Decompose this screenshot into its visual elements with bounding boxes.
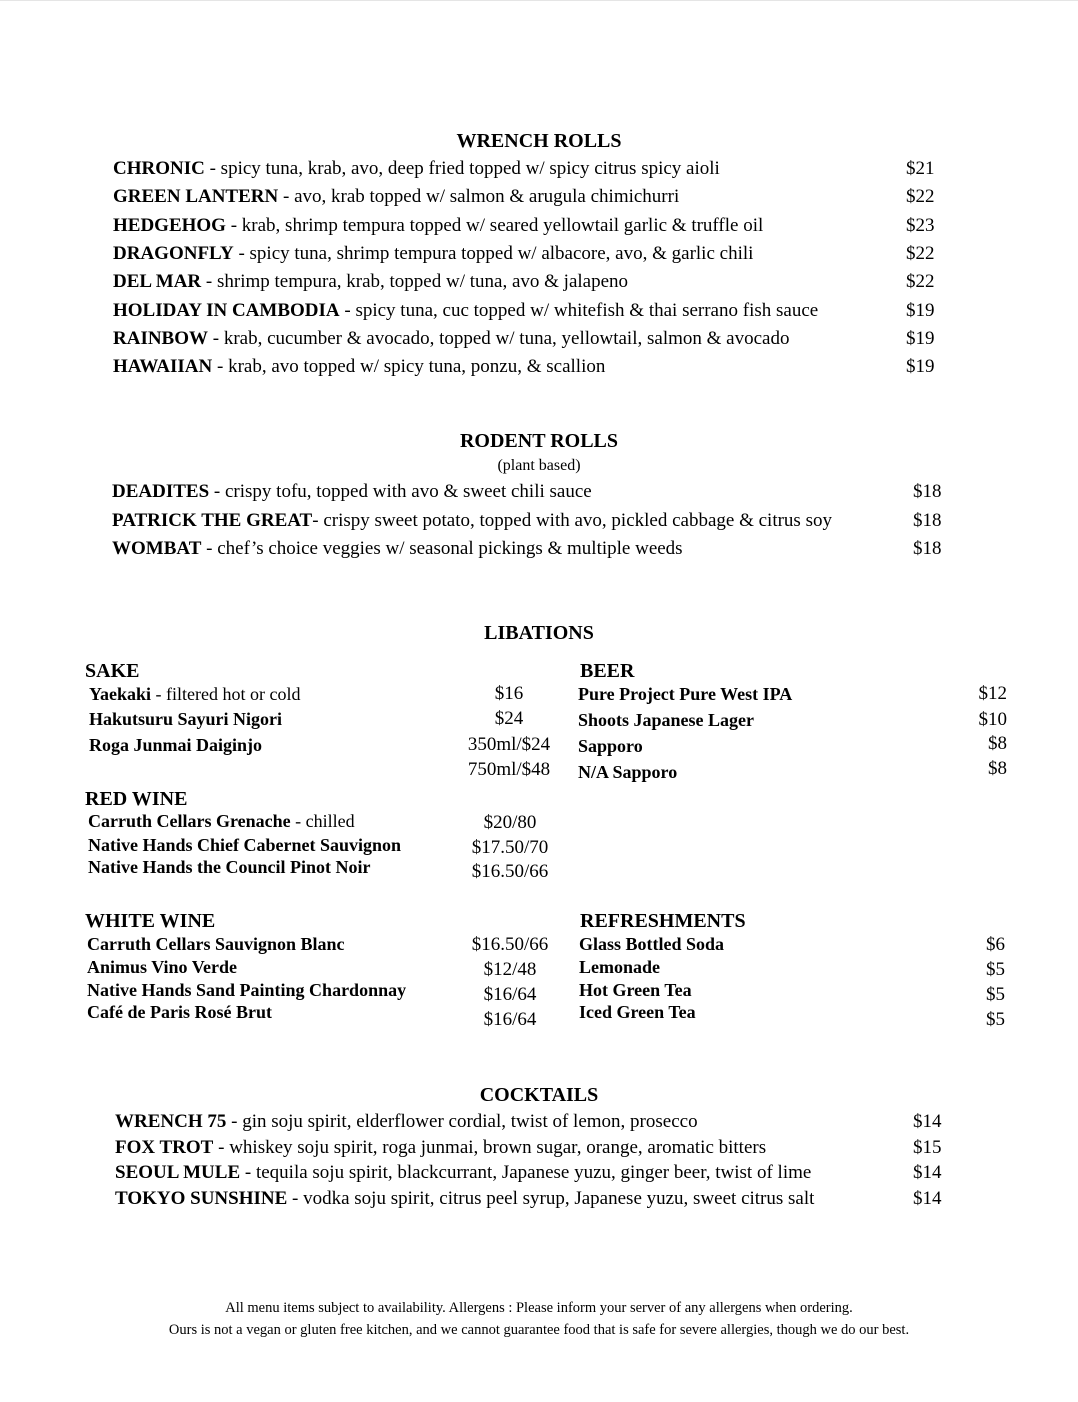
item-separator: - [233, 242, 250, 264]
item-name: HEDGEHOG [113, 214, 226, 236]
item-description: avo, krab topped w/ salmon & arugula chimichurri [294, 186, 680, 208]
section-title-wrench-rolls: WRENCH ROLLS [456, 130, 622, 152]
item-name: HOLIDAY IN CAMBODIA [113, 299, 340, 321]
sake-heading: SAKE [85, 660, 140, 682]
libation-price: $16 [494, 683, 524, 704]
beer-heading: BEER [580, 660, 635, 682]
item-separator: - [213, 1136, 230, 1158]
libation-item [578, 683, 792, 705]
item-separator: - [287, 1187, 304, 1209]
libation-name: Native Hands the Council Pinot Noir [88, 857, 371, 877]
libation-price: $12/48 [483, 959, 537, 980]
item-separator: - [240, 1162, 256, 1183]
libation-price: $6 [986, 934, 1005, 955]
libation-item [87, 1001, 272, 1023]
item-name: TOKYO SUNSHINE [115, 1187, 288, 1209]
item-description: krab, avo topped w/ spicy tuna, ponzu, & scallion [228, 356, 606, 378]
item-price: $14 [913, 1187, 942, 1209]
item-name: DRAGONFLY [113, 242, 234, 264]
item-price: $19 [906, 299, 935, 321]
libation-item [87, 979, 406, 1001]
libation-price: $20/80 [483, 812, 537, 833]
libation-name: Café de Paris Rosé Brut [87, 1002, 272, 1022]
libation-price: $16/64 [483, 1009, 537, 1030]
section-title-cocktails: COCKTAILS [479, 1084, 599, 1106]
section-title-rodent-rolls: RODENT ROLLS [459, 430, 618, 452]
item-description: whiskey soju spirit, roga junmai, brown sugar, orange, aromatic bitters [229, 1136, 767, 1158]
item-separator: - [312, 509, 324, 531]
item-description: krab, shrimp tempura topped w/ seared yellowtail garlic & truffle oil [241, 214, 764, 236]
menu-item [113, 243, 753, 265]
item-name: FOX TROT [115, 1136, 214, 1158]
item-description: crispy tofu, topped with avo & sweet chili sauce [224, 481, 592, 502]
libation-name: Glass Bottled Soda [579, 934, 725, 954]
item-separator: - [208, 327, 224, 349]
menu-item [113, 158, 720, 180]
libation-price: $24 [494, 708, 524, 729]
item-name: DEADITES [112, 481, 210, 502]
libation-price: $8 [988, 733, 1007, 754]
libation-name: Pure Project Pure West IPA [578, 684, 793, 704]
item-name: HAWAIIAN [113, 356, 213, 378]
libation-item [579, 979, 692, 1001]
libation-name: Sapporo [578, 736, 643, 756]
item-description: krab, cucumber & avocado, topped w/ tuna, yellowtail, salmon & avocado [223, 327, 790, 349]
libation-item [87, 956, 237, 978]
item-name: CHRONIC [113, 158, 205, 179]
menu-item [112, 510, 832, 532]
item-price: $15 [913, 1136, 942, 1158]
item-name: RAINBOW [113, 327, 209, 349]
item-name: SEOUL MULE [115, 1162, 241, 1183]
item-description: spicy tuna, krab, avo, deep fried topped w/ spicy citrus spicy aioli [220, 158, 720, 179]
libation-price: $16.50/66 [471, 861, 549, 882]
section-subtitle-plant-based: (plant based) [497, 457, 581, 474]
item-name: PATRICK THE GREAT [112, 509, 313, 531]
libation-name: N/A Sapporo [578, 762, 678, 782]
libation-price: $12 [978, 683, 1007, 704]
libation-name: Native Hands Sand Painting Chardonnay [87, 980, 407, 1000]
libation-name: Carruth Cellars Grenache [88, 811, 291, 831]
menu-item [115, 1111, 698, 1133]
item-description: shrimp tempura, krab, topped w/ tuna, avo & jalapeno [216, 271, 629, 293]
item-description: spicy tuna, shrimp tempura topped w/ albacore, avo, & garlic chili [249, 242, 754, 264]
item-price: $18 [913, 509, 942, 531]
libation-price: 350ml/$24 [467, 734, 551, 755]
libation-price: $5 [986, 984, 1005, 1005]
item-description: crispy sweet potato, topped with avo, pickled cabbage & citrus soy [323, 509, 832, 531]
libation-item [579, 956, 660, 978]
item-description: chef’s choice veggies w/ seasonal pickings & multiple weeds [217, 538, 683, 559]
item-price: $14 [913, 1111, 942, 1132]
item-description: gin soju spirit, elderflower cordial, twist of lemon, prosecco [242, 1111, 698, 1132]
libation-item [89, 683, 300, 705]
libation-price: $8 [988, 758, 1007, 779]
menu-item [113, 215, 763, 237]
footer-kitchen-note: Ours is not a vegan or gluten free kitchen, and we cannot guarantee food that is safe for severe allergies, though we do our best. [168, 1322, 910, 1338]
libation-item [578, 735, 643, 757]
item-separator: - [225, 214, 242, 236]
libation-name: Shoots Japanese Lager [578, 710, 755, 730]
item-name: WOMBAT [112, 538, 202, 559]
item-price: $22 [906, 242, 935, 264]
menu-item [113, 186, 679, 208]
libation-name: Hakutsuru Sayuri Nigori [89, 709, 283, 729]
item-price: $19 [906, 356, 935, 378]
libation-item [89, 708, 282, 730]
item-name: WRENCH 75 [115, 1111, 227, 1132]
libation-name: Native Hands Chief Cabernet Sauvignon [88, 835, 402, 855]
item-price: $18 [913, 481, 942, 502]
menu-item [115, 1188, 814, 1210]
item-description: vodka soju spirit, citrus peel syrup, Japanese yuzu, sweet citrus salt [303, 1187, 815, 1209]
libation-name: Roga Junmai Daiginjo [89, 735, 263, 755]
libation-note: - filtered hot or cold [151, 684, 301, 704]
libation-item [88, 834, 401, 856]
libation-name: Lemonade [579, 957, 660, 977]
libation-note: - chilled [290, 811, 355, 831]
menu-item [113, 328, 789, 350]
item-price: $14 [913, 1162, 942, 1183]
libation-price: $16/64 [483, 984, 537, 1005]
menu-item [112, 481, 592, 503]
libation-name: Yaekaki [89, 684, 152, 704]
libation-price: 750ml/$48 [467, 759, 551, 780]
libation-item [87, 933, 345, 955]
menu-item [113, 356, 605, 378]
menu-item [115, 1137, 766, 1159]
item-price: $18 [913, 538, 942, 559]
libation-name: Animus Vino Verde [87, 957, 238, 977]
item-separator: - [339, 299, 356, 321]
libation-item [88, 856, 371, 878]
libation-name: Carruth Cellars Sauvignon Blanc [87, 934, 345, 954]
item-name: GREEN LANTERN [113, 186, 279, 208]
menu-item [112, 538, 683, 560]
item-separator: - [201, 271, 217, 293]
item-separator: - [209, 481, 225, 502]
menu-item [113, 271, 628, 293]
item-price: $22 [906, 271, 935, 293]
top-border [0, 0, 1078, 1]
libation-name: Iced Green Tea [579, 1002, 696, 1022]
item-separator: - [212, 356, 229, 378]
item-separator: - [278, 186, 295, 208]
libation-item [89, 734, 262, 756]
libation-item [579, 1001, 696, 1023]
footer-allergen-note: All menu items subject to availability. Allergens : Please inform your server of any allergens when ordering. [225, 1300, 853, 1316]
item-separator: - [201, 538, 218, 559]
libation-name: Hot Green Tea [579, 980, 692, 1000]
item-price: $23 [906, 214, 935, 236]
libation-price: $5 [986, 959, 1005, 980]
menu-item [115, 1162, 811, 1184]
libation-price: $5 [986, 1009, 1005, 1030]
libation-item [578, 761, 677, 783]
libation-price: $10 [978, 709, 1007, 730]
item-description: spicy tuna, cuc topped w/ whitefish & thai serrano fish sauce [355, 299, 819, 321]
item-price: $21 [906, 158, 935, 179]
refreshments-heading: REFRESHMENTS [580, 910, 746, 932]
item-separator: - [204, 158, 221, 179]
libation-price: $17.50/70 [471, 837, 549, 858]
menu-item [113, 300, 818, 322]
item-price: $19 [906, 327, 935, 349]
libation-item [578, 709, 754, 731]
white-wine-heading: WHITE WINE [85, 910, 216, 932]
libation-item [88, 810, 355, 832]
libation-item [579, 933, 724, 955]
section-title-libations: LIBATIONS [484, 622, 594, 644]
item-price: $22 [906, 186, 935, 208]
item-description: tequila soju spirit, blackcurrant, Japanese yuzu, ginger beer, twist of lime [255, 1162, 812, 1183]
item-separator: - [226, 1111, 243, 1132]
item-name: DEL MAR [113, 271, 202, 293]
libation-price: $16.50/66 [471, 934, 549, 955]
red-wine-heading: RED WINE [85, 788, 188, 810]
